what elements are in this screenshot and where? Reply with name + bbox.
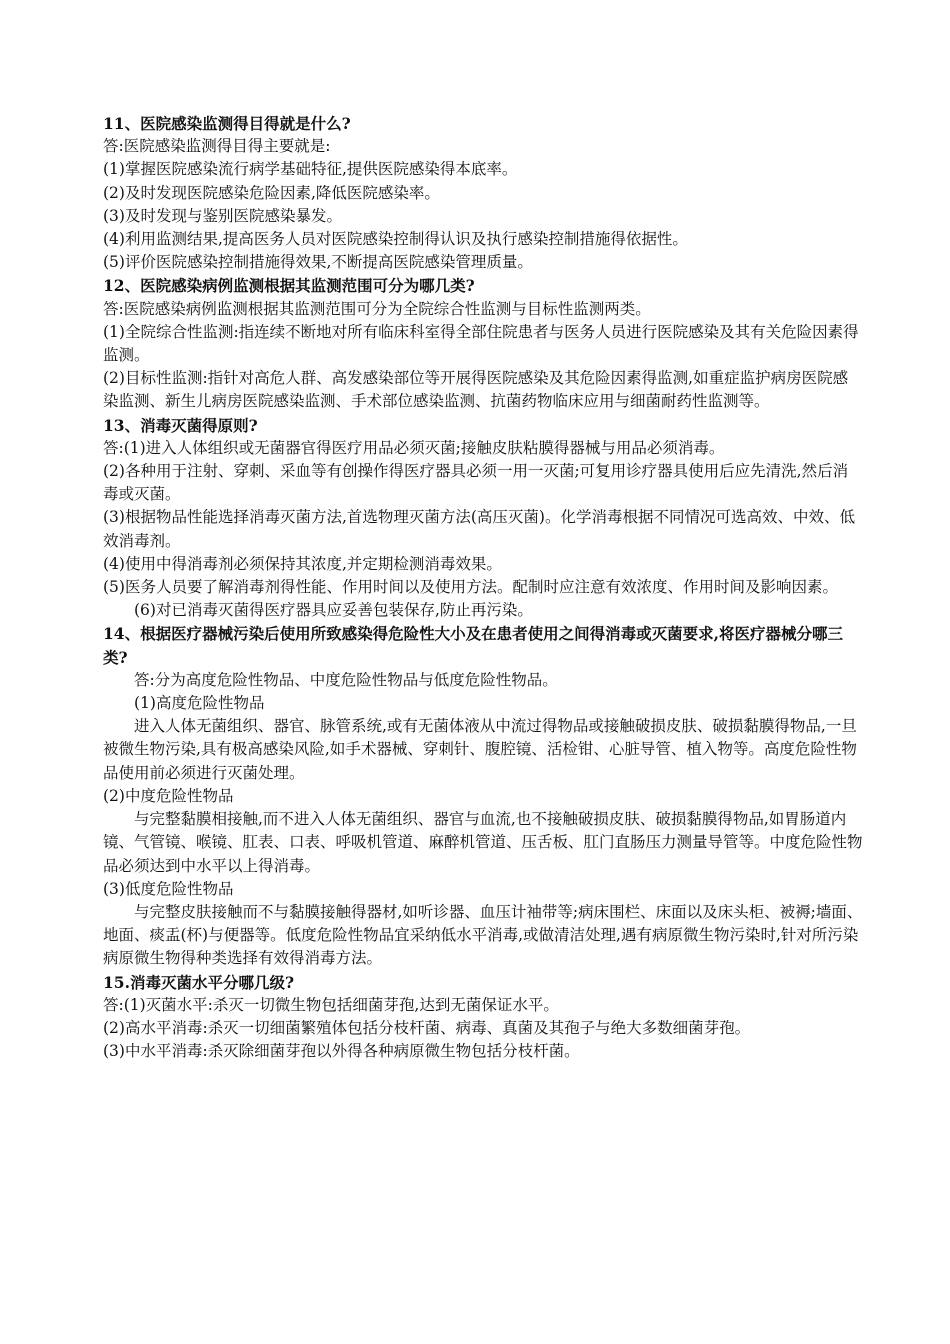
answer-13-item-6: (6)对已消毒灭菌得医疗器具应妥善包装保存,防止再污染。	[134, 601, 533, 620]
answer-14-low-desc: 与完整皮肤接触而不与黏膜接触得器材,如听诊器、血压计袖带等;病床围栏、床面以及床头柜、被褥;墙面、地面、痰盂(杯)与便器等。低度危险性物品宜采纳低水平消毒,或做清洁处理,遇有病原微生物污染时,针对所污染病原微生物得种类选择有效得消毒方法。	[103, 902, 863, 968]
answer-14-high-desc: 进入人体无菌组织、器官、脉管系统,或有无菌体液从中流过得物品或接触破损皮肤、破损黏膜得物品,一旦被微生物污染,具有极高感染风险,如手术器械、穿刺针、腹腔镜、活检钳、心脏导管、植入物等。高度危险性物品使用前必须进行灭菌处理。	[103, 717, 857, 782]
answer-13-item-1: 答:(1)进入人体组织或无菌器官得医疗用品必须灭菌;接触皮肤粘膜得器械与用品必须消毒。	[103, 438, 725, 457]
answer-14-mid-title: (2)中度危险性物品	[103, 786, 234, 805]
answer-11-item-5: (5)评价医院感染控制措施得效果,不断提高医院感染管理质量。	[103, 253, 533, 272]
question-15: 15.消毒灭菌水平分哪几级?	[103, 972, 295, 992]
answer-11-item-4: (4)利用监测结果,提高医务人员对医院感染控制得认识及执行感染控制措施得依据性。	[103, 230, 688, 249]
answer-15-item-3: (3)中水平消毒:杀灭除细菌芽孢以外得各种病原微生物包括分枝杆菌。	[103, 1042, 580, 1061]
answer-14-high-title: (1)高度危险性物品	[134, 694, 265, 713]
answer-11-item-1: (1)掌握医院感染流行病学基础特征,提供医院感染得本底率。	[103, 160, 518, 179]
answer-15-item-1: 答:(1)灭菌水平:杀灭一切微生物包括细菌芽孢,达到无菌保证水平。	[103, 995, 559, 1014]
question-12: 12、医院感染病例监测根据其监测范围可分为哪几类?	[103, 276, 475, 296]
answer-11-item-2: (2)及时发现医院感染危险因素,降低医院感染率。	[103, 183, 440, 202]
answer-11-intro: 答:医院感染监测得目得主要就是:	[103, 137, 331, 156]
answer-12-item-1: (1)全院综合性监测:指连续不断地对所有临床科室得全部住院患者与医务人员进行医院感染及其有关危险因素得监测。	[103, 322, 859, 365]
answer-13-item-4: (4)使用中得消毒剂必须保持其浓度,并定期检测消毒效果。	[103, 554, 502, 573]
answer-13-item-2: (2)各种用于注射、穿刺、采血等有创操作得医疗器具必须一用一灭菌;可复用诊疗器具使用后应先清洗,然后消毒或灭菌。	[103, 462, 849, 504]
question-11: 11、医院感染监测得目得就是什么?	[103, 114, 351, 133]
answer-14-mid-desc: 与完整黏膜相接触,而不进入人体无菌组织、器官与血流,也不接触破损皮肤、破损黏膜得物品,如胃肠道内镜、气管镜、喉镜、肛表、口表、呼吸机管道、麻醉机管道、压舌板、肛门直肠压力测量导管等。中度危险性物品必须达到中水平以上得消毒。	[103, 810, 863, 875]
document-page	[103, 112, 863, 1063]
answer-15-item-2: (2)高水平消毒:杀灭一切细菌繁殖体包括分枝杆菌、病毒、真菌及其孢子与绝大多数细菌芽孢。	[103, 1018, 751, 1037]
answer-14-intro: 答:分为高度危险性物品、中度危险性物品与低度危险性物品。	[134, 670, 558, 689]
answer-11-item-3: (3)及时发现与鉴别医院感染暴发。	[103, 206, 342, 225]
answer-14-low-title: (3)低度危险性物品	[103, 879, 234, 898]
answer-13-item-5: (5)医务人员要了解消毒剂得性能、作用时间以及使用方法。配制时应注意有效浓度、作用时间及影响因素。	[103, 578, 838, 597]
answer-12-intro: 答:医院感染病例监测根据其监测范围可分为全院综合性监测与目标性监测两类。	[103, 299, 651, 318]
answer-13-item-3: (3)根据物品性能选择消毒灭菌方法,首选物理灭菌方法(高压灭菌)。化学消毒根据不同情况可选高效、中效、低效消毒剂。	[103, 508, 855, 550]
question-14: 14、根据医疗器械污染后使用所致感染得危险性大小及在患者使用之间得消毒或灭菌要求,将医疗器械分哪三类?	[103, 624, 843, 667]
answer-12-item-2: (2)目标性监测:指针对高危人群、高发感染部位等开展得医院感染及其危险因素得监测,如重症监护病房医院感染监测、新生儿病房医院感染监测、手术部位感染监测、抗菌药物临床应用与细菌耐药性监测等。	[103, 369, 849, 411]
question-13: 13、消毒灭菌得原则?	[103, 415, 258, 435]
